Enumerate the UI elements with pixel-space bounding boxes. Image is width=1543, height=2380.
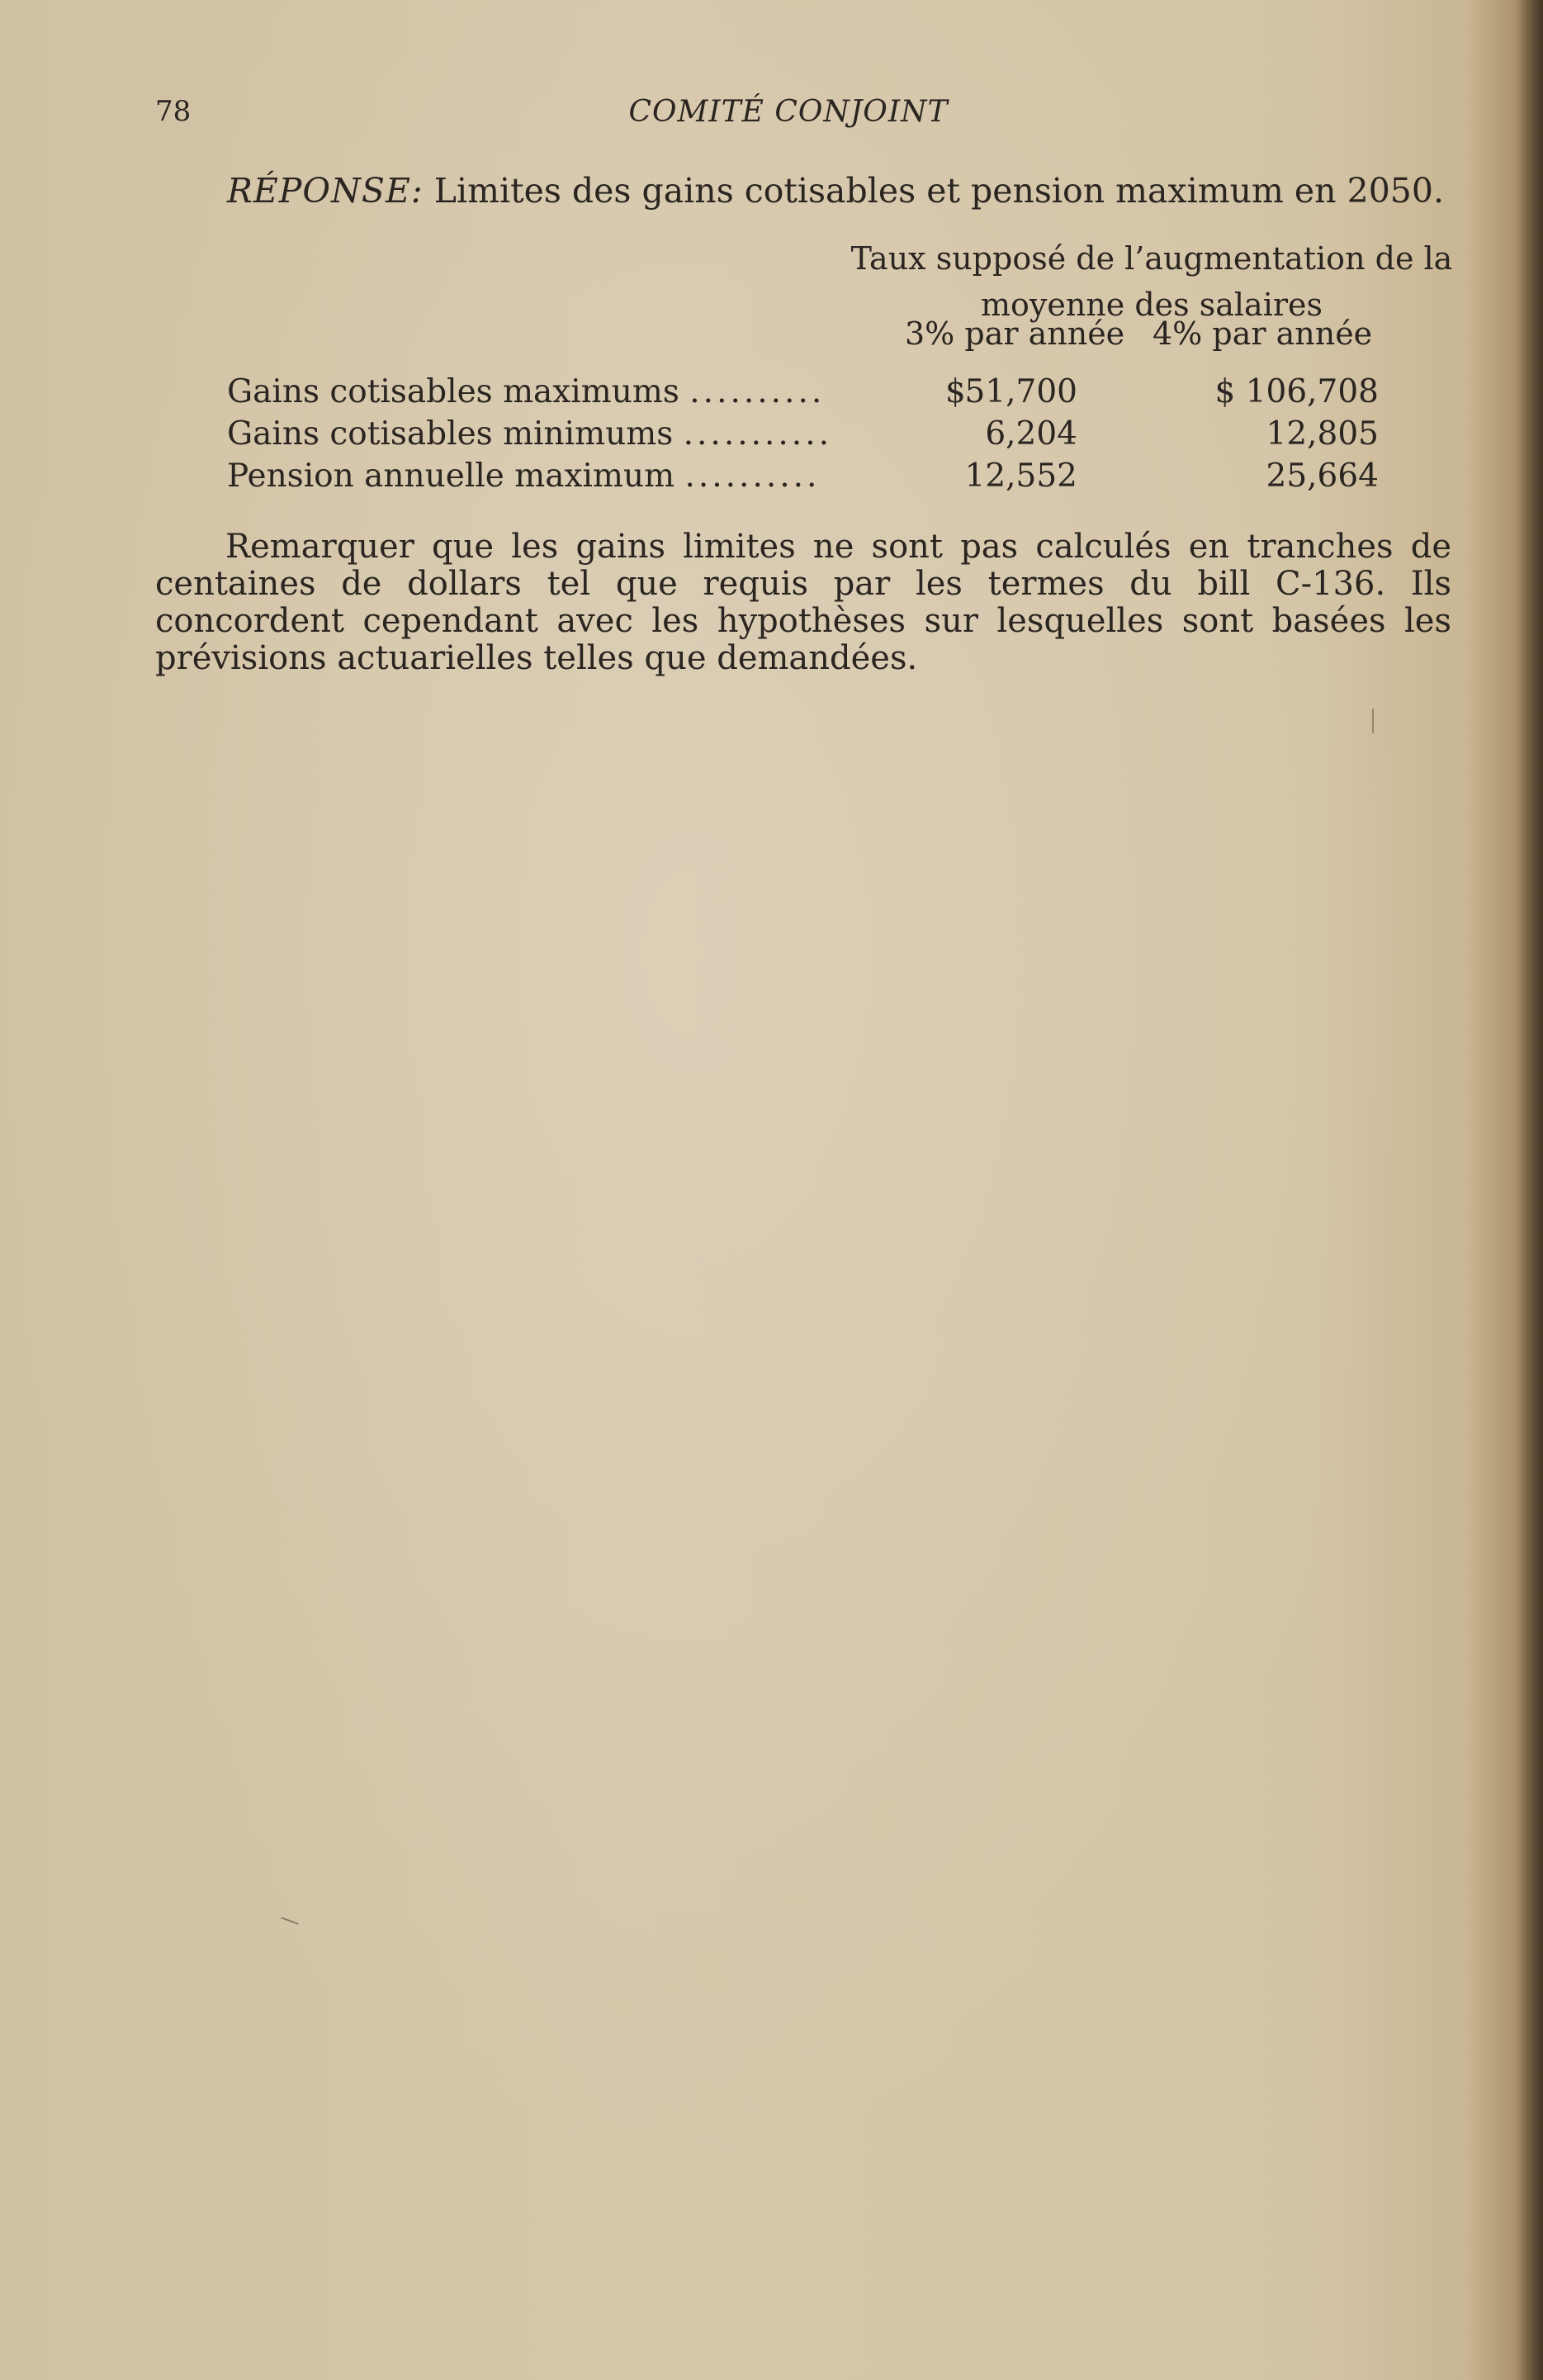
value-4pct: $ 106,708	[1214, 373, 1379, 410]
table-row	[227, 458, 1383, 500]
table-row-label: Pension annuelle maximum ..........	[227, 458, 821, 495]
value-4pct: 12,805	[1266, 415, 1379, 453]
currency-symbol: $	[945, 373, 966, 410]
remark-text: Remarquer que les gains limites ne sont pas calculés en tranches de centaines de dollars tel que requis par les termes du bill C-136. Ils concordent cependant avec les hypothèses sur lesquelles sont basées les prévisions actuarielles telles que demandées.	[155, 528, 1451, 677]
running-title: COMITÉ CONJOINT	[628, 95, 949, 129]
value-3pct: 51,700	[964, 373, 1077, 410]
table-row	[227, 415, 1383, 458]
paper-blemish	[281, 1917, 298, 1924]
value-3pct: 12,552	[964, 458, 1077, 495]
table-column-group-header: Taux supposé de l’augmentation de la moyenne des salaires	[850, 240, 1453, 323]
remark-paragraph	[155, 529, 1451, 677]
response-text: Limites des gains cotisables et pension maximum en 2050.	[433, 171, 1444, 211]
book-spine-shadow	[1515, 0, 1543, 2380]
table-column-header-4pct: 4% par année	[1153, 315, 1373, 352]
value-4pct: 25,664	[1266, 458, 1379, 495]
response-label: RÉPONSE:	[227, 171, 424, 211]
page-number: 78	[155, 95, 192, 128]
table-column-header-3pct: 3% par année	[905, 315, 1125, 352]
table-row-label: Gains cotisables minimums ...........	[227, 415, 832, 453]
table-row-label: Gains cotisables maximums ..........	[227, 373, 826, 410]
table-row	[227, 373, 1383, 416]
paper-blemish	[1372, 709, 1374, 733]
response-heading	[227, 171, 1444, 211]
value-3pct: 6,204	[985, 415, 1077, 453]
